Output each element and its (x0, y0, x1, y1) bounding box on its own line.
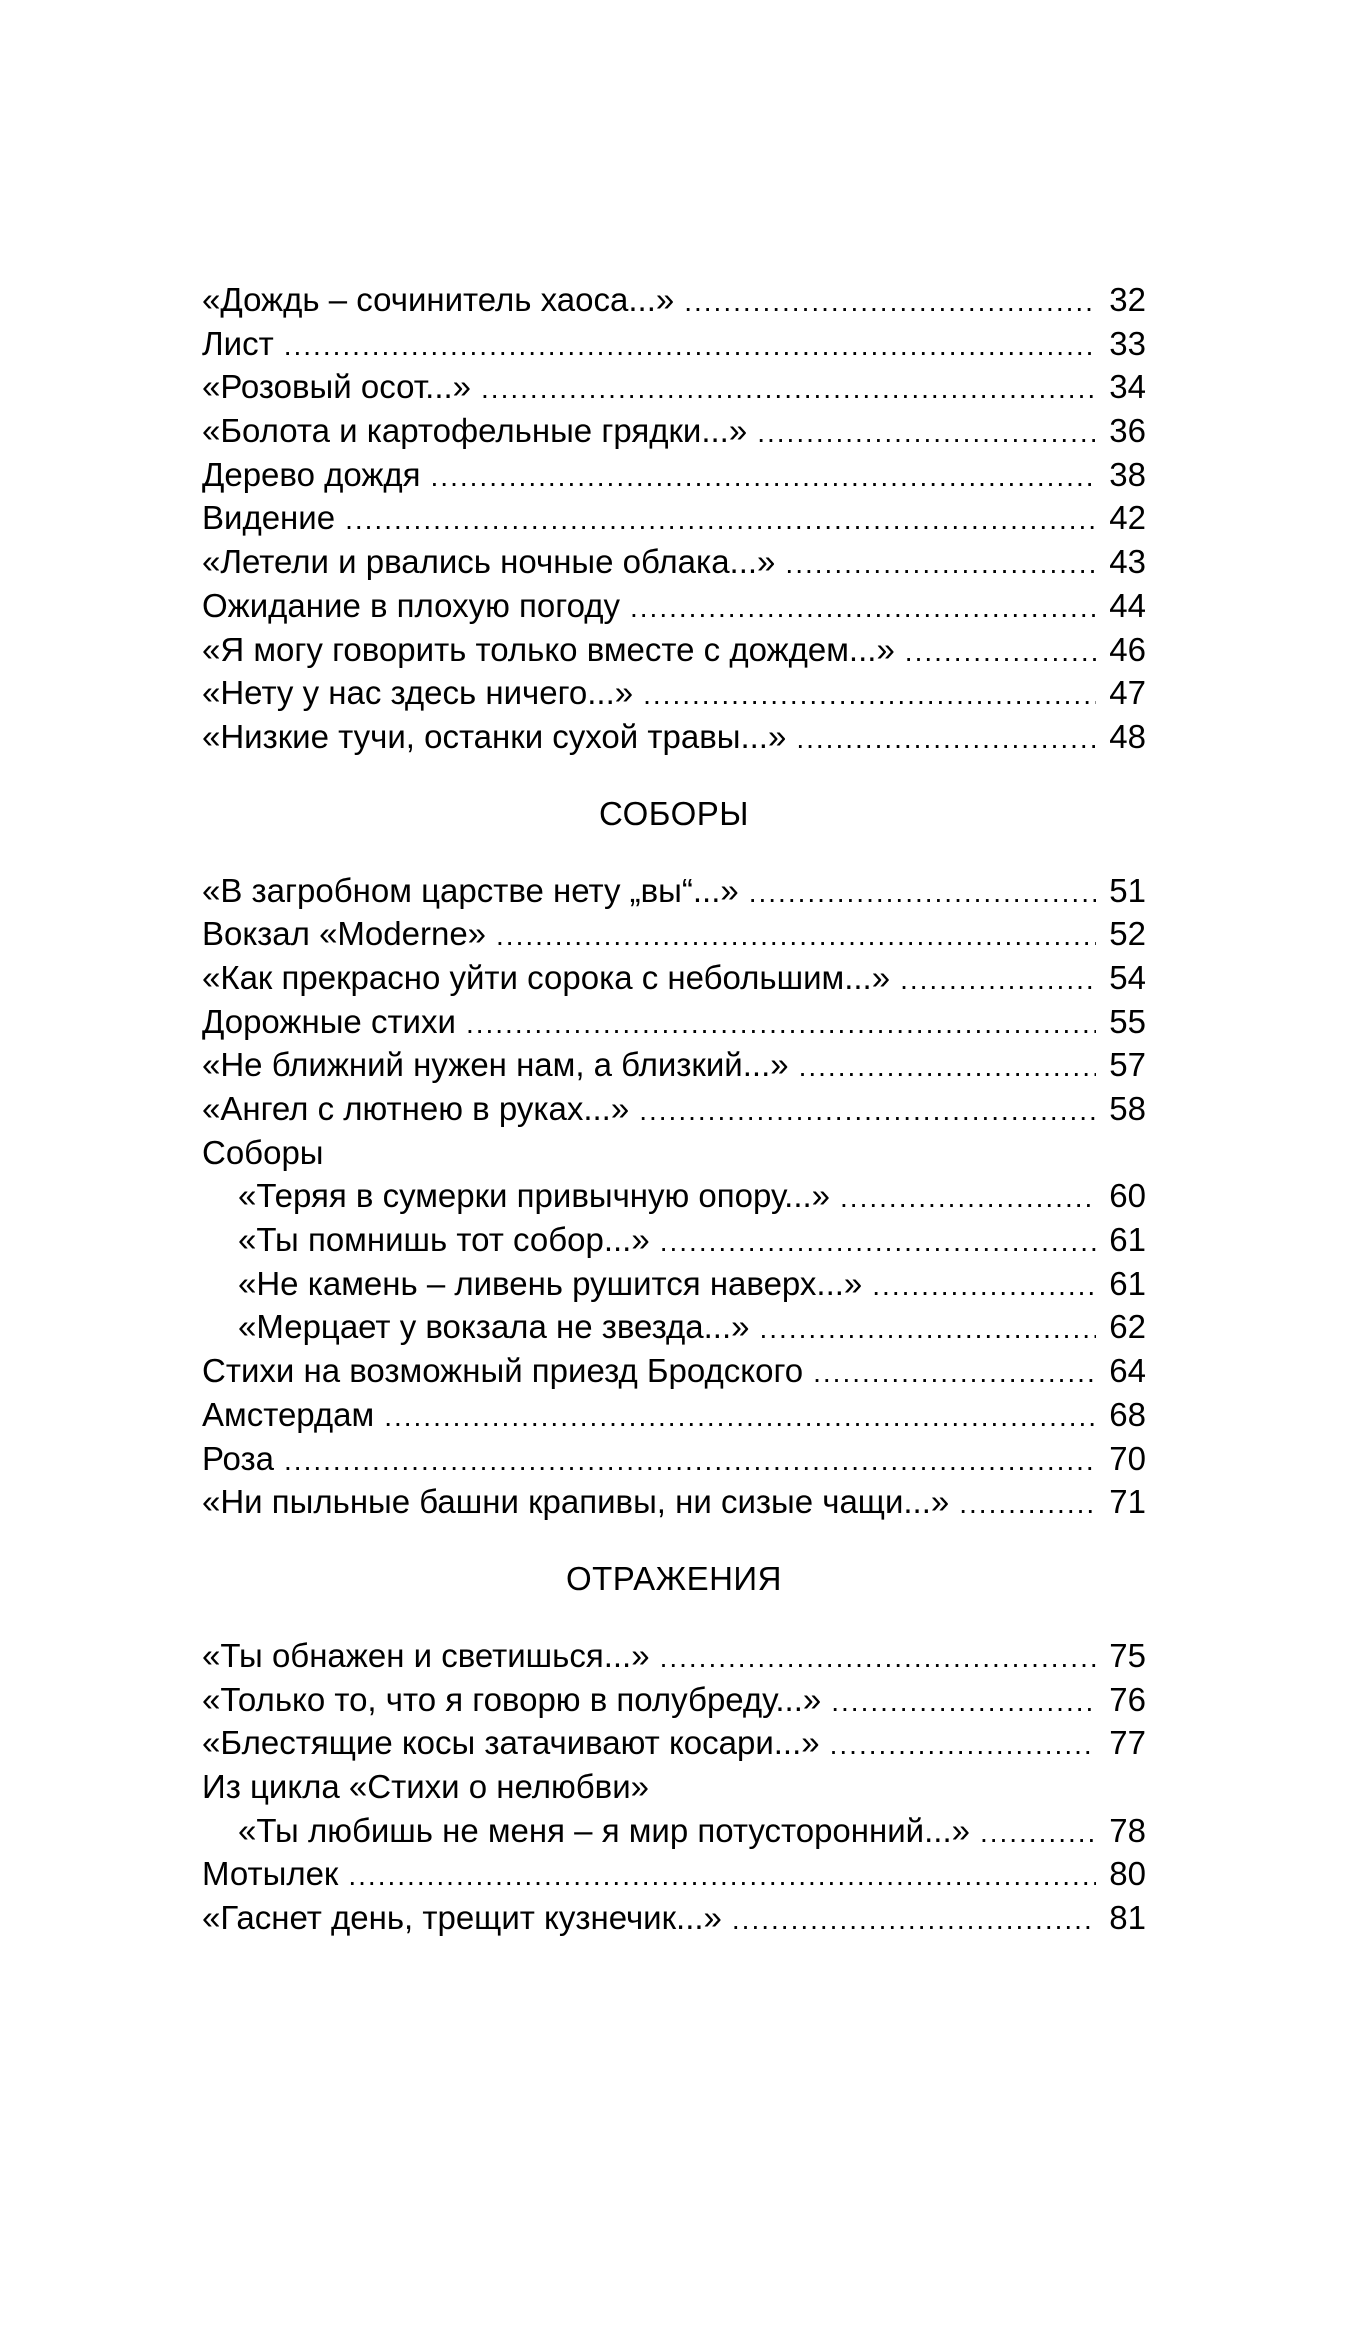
dot-leader (660, 1636, 1096, 1680)
toc-entry-title: «Мерцает у вокзала не звезда...» (238, 1308, 750, 1346)
toc-entry-page: 61 (1109, 1264, 1146, 1302)
toc-entry-page: 62 (1109, 1308, 1146, 1346)
toc-entry-page: 43 (1109, 543, 1146, 581)
toc-entry-page: 76 (1109, 1680, 1146, 1718)
dot-leader (796, 717, 1096, 761)
dot-leader (757, 411, 1096, 455)
toc-entry-title: «Только то, что я говорю в полубреду...» (202, 1680, 822, 1718)
toc-group-heading[interactable] (202, 1765, 1146, 1809)
toc-entry-page: 47 (1109, 674, 1146, 712)
toc-entry-title: «Болота и картофельные грядки...» (202, 412, 748, 450)
toc-entry-title: «Низкие тучи, останки сухой травы...» (202, 717, 787, 755)
toc-entry-title: Соборы (202, 1133, 324, 1171)
toc-entry-title: «Я могу говорить только вместе с дождем...» (202, 630, 895, 668)
toc-entry-title: Стихи на возможный приезд Бродского (202, 1352, 804, 1390)
toc-entry[interactable] (202, 1809, 1146, 1853)
toc-entry[interactable] (202, 409, 1146, 453)
toc-entry-page: 46 (1109, 630, 1146, 668)
toc-entry-page: 54 (1109, 958, 1146, 996)
toc-entry[interactable] (202, 869, 1146, 913)
toc-entry[interactable] (202, 1349, 1146, 1393)
dot-leader (799, 1045, 1096, 1089)
toc-entry[interactable] (202, 715, 1146, 759)
toc-entry-title: Дерево дождя (202, 455, 421, 493)
dot-leader (732, 1898, 1096, 1942)
toc-entry-title: «Розовый осот...» (202, 368, 472, 406)
toc-entry-title: «Как прекрасно уйти сорока с небольшим...» (202, 958, 891, 996)
toc-entry-page: 77 (1109, 1724, 1146, 1762)
toc-entry-page: 55 (1109, 1002, 1146, 1040)
dot-leader (284, 324, 1096, 368)
toc-entry[interactable] (202, 1480, 1146, 1524)
toc-entry[interactable] (202, 671, 1146, 715)
toc-entry-title: Ожидание в плохую погоду (202, 586, 620, 624)
toc-entry[interactable] (202, 1305, 1146, 1349)
toc-entry[interactable] (202, 1852, 1146, 1896)
dot-leader (760, 1307, 1097, 1351)
dot-leader (980, 1811, 1096, 1855)
toc-group-heading[interactable] (202, 1131, 1146, 1175)
dot-leader (660, 1220, 1096, 1264)
toc-entry-title: «Не ближний нужен нам, а близкий...» (202, 1046, 789, 1084)
toc-entry[interactable] (202, 1634, 1146, 1678)
toc-entry-page: 60 (1109, 1177, 1146, 1215)
toc-entry-page: 51 (1109, 871, 1146, 909)
dot-leader (431, 455, 1096, 499)
dot-leader (345, 498, 1096, 542)
toc-entry-page: 61 (1109, 1221, 1146, 1259)
toc-entry-title: «Ты помнишь тот собор...» (238, 1221, 650, 1259)
toc-entry[interactable] (202, 1896, 1146, 1940)
toc-entry-page: 32 (1109, 281, 1146, 318)
toc-entry-title: «Ты любишь не меня – я мир потусторонний...» (238, 1811, 970, 1849)
dot-leader (872, 1264, 1096, 1308)
toc-entry-page: 34 (1109, 368, 1146, 406)
dot-leader (959, 1482, 1096, 1526)
toc-entry-page: 71 (1109, 1483, 1146, 1521)
table-of-contents (202, 278, 1146, 1940)
toc-entry-title: Мотылек (202, 1855, 339, 1893)
dot-leader (785, 542, 1096, 586)
dot-leader (905, 630, 1096, 674)
toc-entry-page: 42 (1109, 499, 1146, 537)
dot-leader (749, 871, 1096, 915)
toc-entry-title: Роза (202, 1439, 275, 1477)
toc-entry-page: 58 (1109, 1090, 1146, 1127)
dot-leader (639, 1089, 1096, 1133)
toc-entry-title: «Гаснет день, трещит кузнечик...» (202, 1899, 722, 1936)
toc-entry[interactable] (202, 1000, 1146, 1044)
toc-entry-page: 78 (1109, 1811, 1146, 1849)
toc-entry[interactable] (202, 1437, 1146, 1481)
toc-entry[interactable] (202, 496, 1146, 540)
dot-leader (466, 1002, 1096, 1046)
toc-entry-title: «Блестящие косы затачивают косари...» (202, 1724, 820, 1762)
toc-entry[interactable] (202, 278, 1146, 322)
toc-entry[interactable] (202, 1721, 1146, 1765)
dot-leader (684, 280, 1096, 324)
toc-entry-page: 52 (1109, 915, 1146, 953)
dot-leader (830, 1723, 1096, 1767)
toc-entry-title: «Дождь – сочинитель хаоса...» (202, 281, 675, 318)
dot-leader (496, 914, 1096, 958)
toc-section-list (202, 1634, 1146, 1940)
toc-entry-title: «Летели и рвались ночные облака...» (202, 543, 776, 581)
toc-entry-page: 38 (1109, 455, 1146, 493)
toc-entry-title: «Не камень – ливень рушится наверх...» (238, 1264, 863, 1302)
dot-leader (384, 1395, 1096, 1439)
section-heading-sobory: СОБОРЫ (599, 794, 749, 832)
toc-entry[interactable] (202, 956, 1146, 1000)
toc-entry-page: 57 (1109, 1046, 1146, 1084)
section-heading-otrazheniya: ОТРАЖЕНИЯ (565, 1559, 782, 1597)
toc-entry-page: 75 (1109, 1636, 1146, 1674)
toc-entry-title: Лист (202, 324, 274, 362)
toc-entry-title: Вокзал «Moderne» (202, 915, 487, 953)
toc-entry-page: 44 (1109, 586, 1146, 624)
toc-section-list (202, 278, 1146, 759)
toc-entry-title: Из цикла «Стихи о нелюбви» (202, 1767, 649, 1805)
toc-entry[interactable] (202, 365, 1146, 409)
toc-entry[interactable] (202, 1678, 1146, 1722)
dot-leader (831, 1680, 1096, 1724)
toc-entry-title: «Ты обнажен и светишься...» (202, 1636, 650, 1674)
dot-leader (840, 1176, 1096, 1220)
toc-entry-page: 33 (1109, 324, 1146, 362)
dot-leader (284, 1439, 1096, 1483)
toc-entry[interactable] (202, 1043, 1146, 1087)
dot-leader (643, 673, 1096, 717)
toc-entry-title: Дорожные стихи (202, 1002, 456, 1040)
toc-entry-title: «Теряя в сумерки привычную опору...» (238, 1177, 831, 1215)
toc-entry[interactable] (202, 540, 1146, 584)
dot-leader (900, 958, 1096, 1002)
toc-entry-page: 81 (1109, 1899, 1146, 1936)
toc-entry[interactable] (202, 628, 1146, 672)
dot-leader (348, 1854, 1096, 1898)
toc-entry[interactable] (202, 1393, 1146, 1437)
toc-entry[interactable] (202, 1262, 1146, 1306)
toc-entry-page: 64 (1109, 1352, 1146, 1390)
toc-entry[interactable] (202, 1174, 1146, 1218)
toc-entry[interactable] (202, 1218, 1146, 1262)
toc-entry-page: 36 (1109, 412, 1146, 450)
toc-entry-page: 48 (1109, 717, 1146, 755)
toc-entry-title: «В загробном царстве нету „вы“...» (202, 871, 739, 909)
dot-leader (630, 586, 1096, 630)
toc-entry[interactable] (202, 1087, 1146, 1131)
toc-entry-page: 80 (1109, 1855, 1146, 1893)
toc-entry-page: 68 (1109, 1395, 1146, 1433)
toc-entry[interactable] (202, 912, 1146, 956)
toc-entry-title: Амстердам (202, 1395, 375, 1433)
toc-section-list (202, 869, 1146, 1524)
toc-entry-title: «Ангел с лютнею в руках...» (202, 1090, 630, 1127)
dot-leader (813, 1351, 1096, 1395)
toc-entry-title: «Ни пыльные башни крапивы, ни сизые чащи...» (202, 1483, 950, 1521)
toc-entry-title: Видение (202, 499, 336, 537)
toc-entry-title: «Нету у нас здесь ничего...» (202, 674, 634, 712)
toc-entry[interactable] (202, 322, 1146, 366)
dot-leader (481, 367, 1096, 411)
toc-entry[interactable] (202, 584, 1146, 628)
toc-entry[interactable] (202, 453, 1146, 497)
toc-entry-page: 70 (1109, 1439, 1146, 1477)
